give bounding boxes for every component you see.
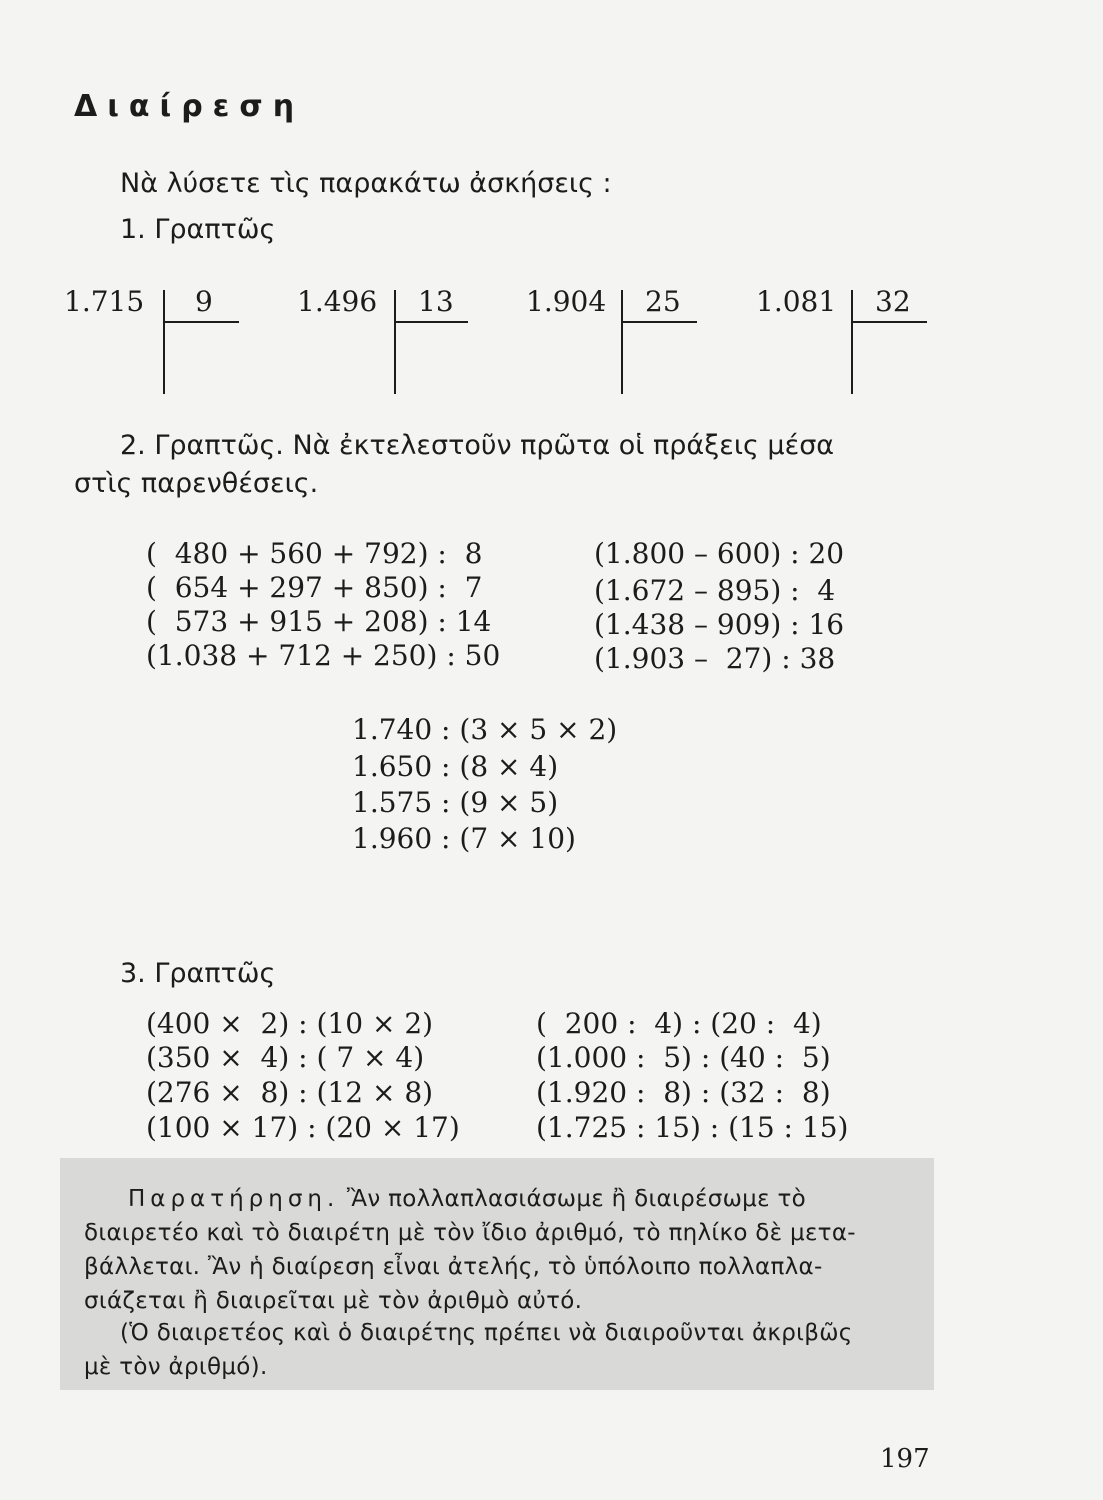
expression: ( 654 + 297 + 850) : 7 [146, 571, 483, 604]
note-label: Παρατήρηση. [128, 1186, 340, 1212]
exercise-3-label: 3. Γραπτῶς [120, 958, 276, 989]
expression: (1.920 : 8) : (32 : 8) [536, 1076, 831, 1109]
expression: (350 × 4) : ( 7 × 4) [146, 1041, 425, 1074]
expression: (1.903 – 27) : 38 [594, 642, 836, 675]
dividend: 1.715 [64, 285, 145, 318]
divisor: 25 [645, 285, 681, 318]
instruction-text: Νὰ λύσετε τὶς παρακάτω ἀσκήσεις : [120, 168, 612, 199]
expression: ( 480 + 560 + 792) : 8 [146, 537, 483, 570]
note-text: Ἂν πολλαπλασιάσωμε ἢ διαιρέσωμε τὸ [346, 1186, 806, 1212]
dividend: 1.904 [526, 285, 607, 318]
expression: (1.725 : 15) : (15 : 15) [536, 1111, 849, 1144]
expression: (1.800 – 600) : 20 [594, 537, 845, 570]
expression: (1.038 + 712 + 250) : 50 [146, 639, 501, 672]
expression: (1.438 – 909) : 16 [594, 608, 845, 641]
expression: ( 200 : 4) : (20 : 4) [536, 1007, 822, 1040]
note-line-6: μὲ τὸν ἀριθμό). [84, 1354, 268, 1380]
divisor: 32 [875, 285, 911, 318]
note-line-1 [128, 1188, 806, 1211]
note-line-2: διαιρετέο καὶ τὸ διαιρέτη μὲ τὸν ἴδιο ἀριθμό, τὸ πηλίκο δὲ μετα- [84, 1220, 856, 1246]
note-line-4: σιάζεται ἢ διαιρεῖται μὲ τὸν ἀριθμὸ αὐτό. [84, 1288, 583, 1314]
page-number: 197 [880, 1444, 930, 1474]
section-heading: Διαίρεση [74, 89, 305, 124]
expression: 1.575 : (9 × 5) [352, 786, 559, 819]
dividend: 1.496 [297, 285, 378, 318]
expression: 1.650 : (8 × 4) [352, 750, 559, 783]
expression: (1.672 – 895) : 4 [594, 574, 836, 607]
expression: (100 × 17) : (20 × 17) [146, 1111, 460, 1144]
exercise-2-label-cont: στὶς παρενθέσεις. [74, 468, 319, 499]
expression: 1.740 : (3 × 5 × 2) [352, 713, 618, 746]
note-line-3: βάλλεται. Ἂν ἡ διαίρεση εἶναι ἀτελής, τὸ ὑπόλοιπο πολλαπλα- [84, 1254, 823, 1280]
expression: ( 573 + 915 + 208) : 14 [146, 605, 492, 638]
dividend: 1.081 [756, 285, 837, 318]
expression: 1.960 : (7 × 10) [352, 822, 576, 855]
note-line-5: (Ὁ διαιρετέος καὶ ὁ διαιρέτης πρέπει νὰ διαιροῦνται ἀκριβῶς [120, 1320, 853, 1346]
expression: (400 × 2) : (10 × 2) [146, 1007, 434, 1040]
exercise-2-label: 2. Γραπτῶς. Νὰ ἐκτελεστοῦν πρῶτα οἱ πράξεις μέσα [120, 430, 835, 461]
divisor: 13 [418, 285, 454, 318]
expression: (1.000 : 5) : (40 : 5) [536, 1041, 831, 1074]
divisor: 9 [195, 285, 213, 318]
exercise-1-label: 1. Γραπτῶς [120, 214, 276, 245]
expression: (276 × 8) : (12 × 8) [146, 1076, 434, 1109]
